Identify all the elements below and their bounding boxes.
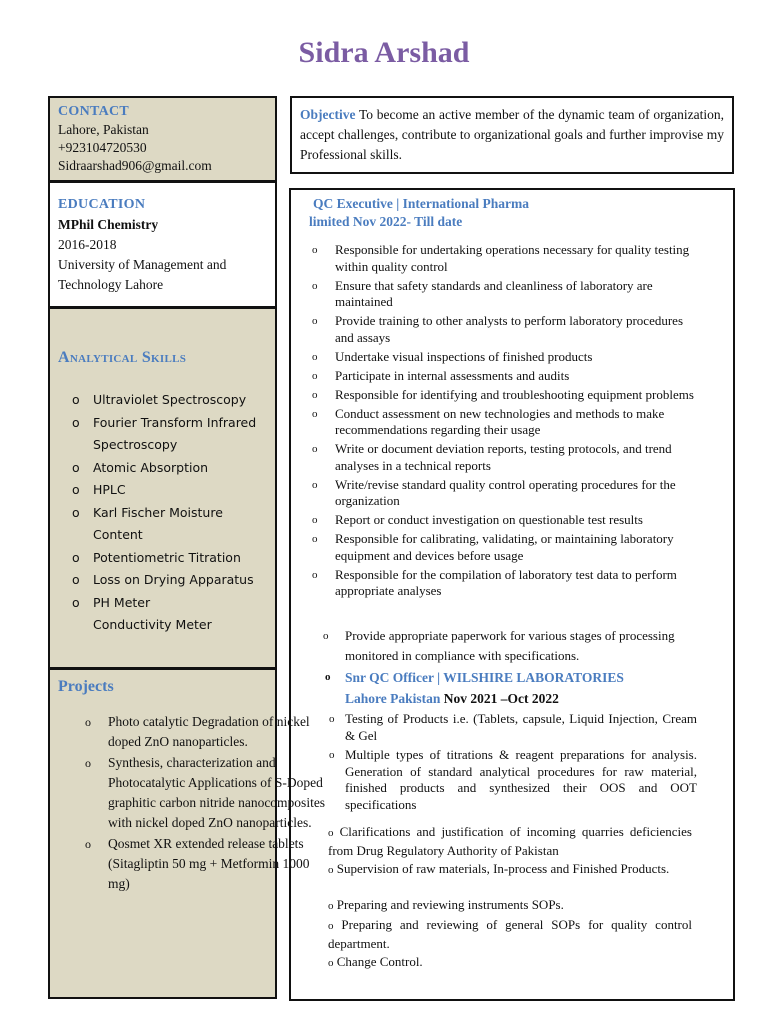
education-heading: EDUCATION [58,197,146,212]
education-degree: MPhil Chemistry [58,217,159,232]
skill-item: o Karl Fischer Moisture Content [50,502,273,547]
experience1-duties [291,242,731,602]
duty-item: o Conduct assessment on new technologies and methods to make recommendations regarding their usage [312,405,665,437]
skill-item: o PH Meter [50,592,273,615]
skills-list [50,389,273,637]
experience2-paragraph: o Preparing and reviewing of general SOPs for quality control department. [328,917,692,951]
contact-section [48,96,277,182]
experience-section [289,188,735,1001]
duty-item: o Report or conduct investigation on questionable test results [312,512,643,527]
education-institution: University of Management and Technology Lahore [58,257,227,292]
objective-section [290,96,734,174]
objective-text: To become an active member of the dynamic team of organization, accept challenges, contribute to organizational goals and further improvise my Professional skills. [300,107,724,162]
skills-section [48,307,277,669]
duty-item: o Responsible for the compilation of laboratory test data to perform appropriate analyses [312,566,677,598]
skills-heading: Analytical Skills [58,349,187,366]
experience1-paperwork: o Provide appropriate paperwork for various stages of processing monitored in compliance with specifications. [323,628,675,663]
education-section [48,181,277,308]
experience2-paragraph: o Clarifications and justification of incoming quarries deficiencies from Drug Regulatory Authority of Pakistan [328,824,692,858]
bullet: o [72,504,80,520]
projects-section [48,668,326,999]
duty-item: o Responsible for undertaking operations necessary for quality testing within quality control [312,242,690,274]
experience2-paragraph: o Change Control. [328,954,423,969]
skill-item: o HPLC [50,479,273,502]
project-item: o Photo catalytic Degradation of nickel doped ZnO nanoparticles. [85,714,310,750]
bullet: o [72,572,80,587]
duty-item: o Testing of Products i.e. (Tablets, capsule, Liquid Injection, Cream & Gel [329,711,697,743]
duty-item: o Ensure that safety standards and cleanliness of laboratory are maintained [312,277,653,309]
candidate-name: Sidra Arshad [298,36,470,69]
contact-heading: CONTACT [58,104,130,119]
bullet: o [85,836,91,851]
duty-item: o Multiple types of titrations & reagent preparations for analysis. Generation of standard analytical procedures for raw material, finished products and synthesized their OOS and OOT specifications [329,747,697,812]
experience2-paragraph: o Preparing and reviewing instruments SOPs. [328,897,564,912]
bullet: o [72,414,80,430]
skill-item: o Fourier Transform Infrared Spectroscopy [50,412,273,457]
skill-item: o Ultraviolet Spectroscopy [50,389,273,412]
skill-item: o Atomic Absorption [50,457,273,480]
duty-item: o Provide training to other analysts to perform laboratory procedures and assays [312,313,684,345]
bullet: o [72,392,80,407]
duty-item: o Write or document deviation reports, testing protocols, and trend analyses in a technical reports [312,441,672,473]
education-years: 2016-2018 [58,237,117,252]
skill-item: o Loss on Drying Apparatus [50,569,273,592]
bullet: o [72,482,80,497]
skill-item: o Potentiometric Titration [50,547,273,570]
bullet: o [72,594,80,610]
duty-item: o Write/revise standard quality control operating procedures for the organization [312,476,676,508]
experience2-duties [327,711,697,816]
contact-location: Lahore, Pakistan [58,122,149,137]
duty-item: o Participate in internal assessments and audits [312,367,570,383]
projects-heading: Projects [58,678,114,695]
objective-label: Objective [300,107,356,122]
duty-item: o Responsible for calibrating, validating, or maintaining laboratory equipment and devices before usage [312,531,674,563]
duty-item: o Undertake visual inspections of finished products [312,348,593,364]
project-item: o Qosmet XR extended release tablets (Sitagliptin 50 mg + Metformin 1000 mg) [85,835,310,892]
bullet: o [85,715,91,729]
experience2-title: o Snr QC Officer | WILSHIRE LABORATORIES Lahore Pakistan Nov 2021 –Oct 2022 [325,670,624,706]
experience2-paragraph: o Supervision of raw materials, In-process and Finished Products. [328,861,670,876]
contact-phone: +923104720530 [58,140,147,155]
bullet: o [85,755,91,770]
experience1-title: QC Executive | International Pharma limited Nov 2022- Till date [309,196,529,229]
bullet: o [72,459,80,475]
skill-item-extra: Conductivity Meter [93,617,212,632]
bullet: o [72,549,80,565]
duty-item: o Responsible for identifying and troubleshooting equipment problems [312,386,694,402]
project-item: o Synthesis, characterization and Photocatalytic Applications of S-Doped graphitic carbon nitride nanocomposites with nickel doped ZnO nanoparticles. [85,754,326,831]
contact-email: Sidraarshad906@gmail.com [58,158,212,173]
